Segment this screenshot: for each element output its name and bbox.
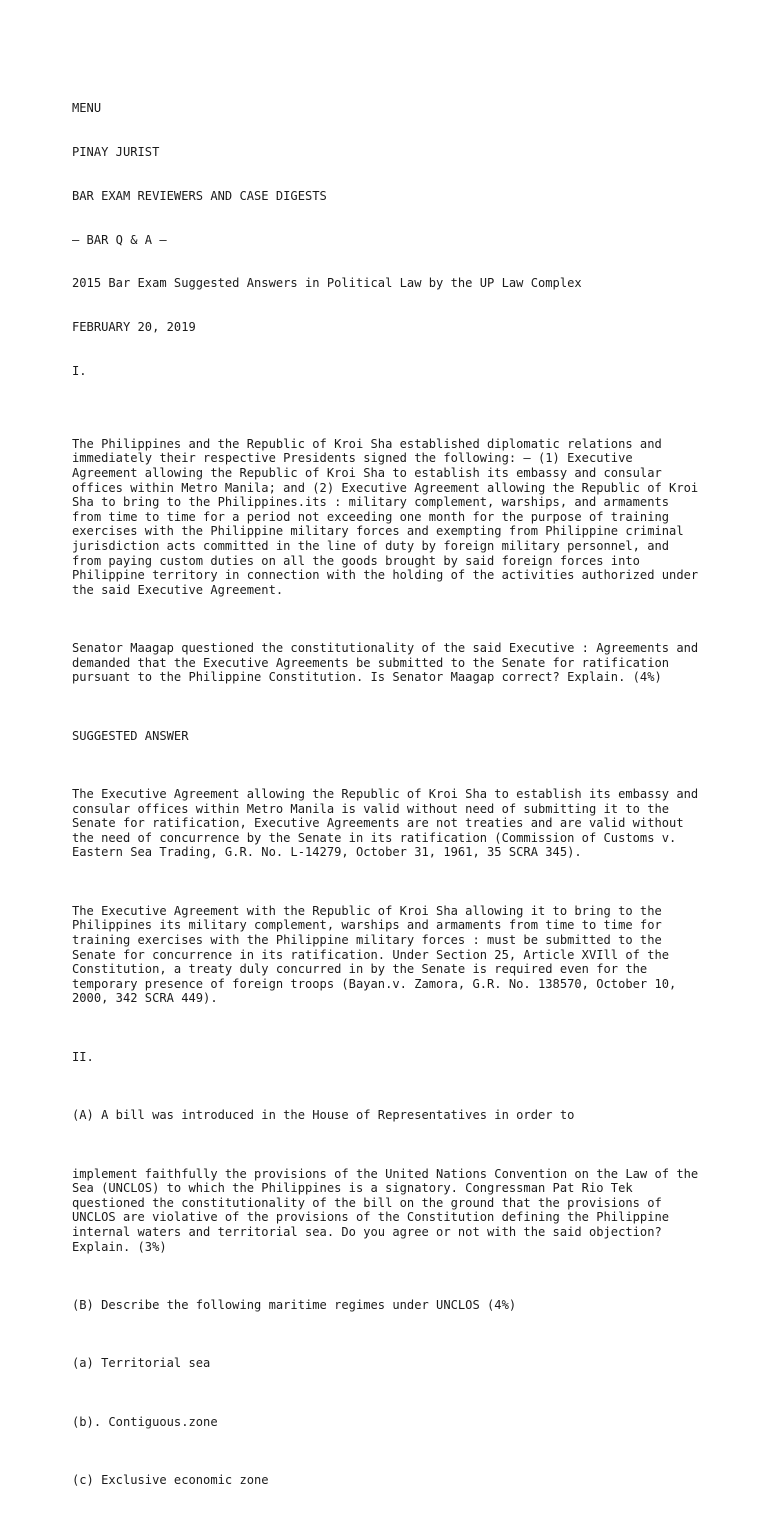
question-one-facts: The Philippines and the Republic of Kroi Sha established diplomatic relations and immediately their respective Presidents signed the following: – (1) Executive Agreement allowing the Republic of Kroi Sha to establish its embassy and consular offices within Metro Manila; and (2) Executive Agreement allowing the Republic of Kroi Sha to bring to the Philippines.its : military complement, warships, and armaments from time to time for a period not exceeding one month for the purpose of training exercises with the Philippine military forces and exempting from Philippine criminal jurisdiction acts committed in the line of duty by foreign military personnel, and from paying custom duties on all the goods brought by said foreign forces into Philippine territory in connection with the holding of the activities authorized under the said Executive Agreement.	[72, 436, 706, 597]
menu-link[interactable]: MENU	[72, 101, 102, 116]
document-page	[72, 72, 706, 1517]
post-date: FEBRUARY 20, 2019	[72, 320, 196, 335]
site-tagline: BAR EXAM REVIEWERS AND CASE DIGESTS	[72, 188, 327, 203]
suggested-answer-label: SUGGESTED ANSWER	[72, 728, 189, 743]
question-one-prompt: Senator Maagap questioned the constitutionality of the said Executive : Agreements and demanded that the Executive Agreements be submitted to the Senate for ratification pursuant to the Philippine Constitution. Is Senator Maagap correct? Explain. (4%)	[72, 641, 706, 685]
question-two-a-body: implement faithfully the provisions of the United Nations Convention on the Law of the Sea (UNCLOS) to which the Philippines is a signatory. Congressman Pat Rio Tek questioned the constitutionality of the bill on the ground that the provisions of UNCLOS are violative of the provisions of the Constitution defining the Philippine internal waters and territorial sea. Do you agree or not with the said objection? Explain. (3%)	[72, 1166, 706, 1254]
regime-item-a: (a) Territorial sea	[72, 1356, 211, 1371]
section-heading-one: I.	[72, 363, 87, 378]
answer-paragraph-one: The Executive Agreement allowing the Republic of Kroi Sha to establish its embassy and consular offices within Metro Manila is valid without need of submitting it to the Senate for ratification, Executive Agreements are not treaties and are valid without the need of concurrence by the Senate in its ratification (Commission of Customs v. Eastern Sea Trading, G.R. No. L-14279, October 31, 1961, 35 SCRA 345).	[72, 787, 706, 860]
regime-item-b: (b). Contiguous.zone	[72, 1414, 218, 1429]
answer-paragraph-two: The Executive Agreement with the Republic of Kroi Sha allowing it to bring to the Philippines its military complement, warships and armaments from time to time for training exercises with the Philippine military forces : must be submitted to the Senate for concurrence in its ratification. Under Section 25, Article XVIll of the Constitution, a treaty duly concurred in by the Senate is required even for the temporary presence of foreign troops (Bayan.v. Zamora, G.R. No. 138570, October 10, 2000, 342 SCRA 449).	[72, 903, 684, 1006]
section-heading-two: II.	[72, 1049, 94, 1064]
question-two-a-intro: (A) A bill was introduced in the House of Representatives in order to	[72, 1108, 575, 1123]
question-two-b: (B) Describe the following maritime regimes under UNCLOS (4%)	[72, 1297, 517, 1312]
post-title: 2015 Bar Exam Suggested Answers in Political Law by the UP Law Complex	[72, 276, 582, 291]
regime-item-c: (c) Exclusive economic zone	[72, 1473, 269, 1487]
site-title[interactable]: PINAY JURIST	[72, 144, 160, 159]
post-category[interactable]: — BAR Q & A —	[72, 232, 167, 247]
